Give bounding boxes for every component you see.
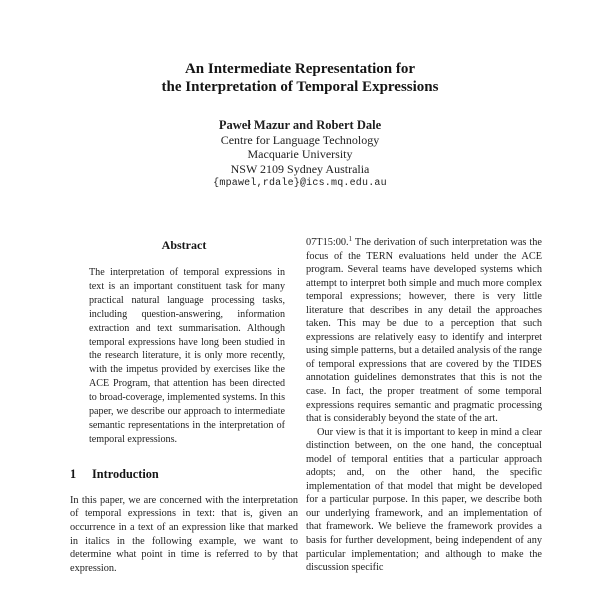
right-column-paragraph-2: Our view is that it is important to keep in mind a clear distinction between, on the one hand, the conceptual model of temporal entities that a particular approach adopts; and, on the other hand, the specific implementation of that model that might be developed for a particular purpose. In this paper, we describe both our underlying framework, and an implementation of that framework. We believe the framework provides a basis for further development, being independent of any particular implementation; and although to make the discussion specific (306, 426, 542, 574)
abstract-text: The interpretation of temporal expressions in text is an important constituent task for many practical natural language processing tasks, including question-answering, information extraction and text summarisation. Although temporal expressions have long been studied in the research literature, it is only more recently, with the impetus provided by exercises like the ACE Program, that attention has been directed to broad-coverage, implemented systems. In this paper, we describe our approach to intermediate semantic representations in the interpretation of temporal expressions. (89, 267, 285, 445)
section-heading-introduction (70, 467, 298, 482)
paper-title-line1: An Intermediate Representation for (184, 61, 416, 77)
author-names: Paweł Mazur and Robert Dale (218, 118, 382, 132)
footnote-marker: 1 (348, 236, 353, 243)
left-column (70, 238, 298, 575)
author-affiliation-line3: NSW 2109 Sydney Australia (230, 161, 370, 176)
timestamp-fragment: 07T15:00. (306, 237, 349, 248)
paragraph-1-text: The derivation of such interpretation was the focus of the TERN evaluations held under the ACE program. Several teams have developed systems which attempt to interpret both simple and much more complex temporal expressions; however, there is very little literature that describes in any detail the approaches taken. This may be due to a perception that such expressions are relatively easy to identify and interpret using simple patterns, but a detailed analysis of the range of temporal expressions that are covered by the TIDES annotation guidelines demonstrates that this is not the case. In fact, the proper treatment of some temporal expressions requires semantic and pragmatic processing that is considerably beyond the state of the art. (306, 237, 542, 425)
section-title: Introduction (92, 466, 159, 481)
right-column-paragraph-1 (306, 236, 542, 426)
author-email: {mpawel,rdale}@ics.mq.edu.au (213, 177, 387, 189)
introduction-paragraph: In this paper, we are concerned with the interpretation of temporal expressions in text: that is, given an occurrence in a text of an expression like that marked in italics in the following example, we want to determine what point in time is referred to by that expression. (70, 494, 298, 574)
author-affiliation-line1: Centre for Language Technology (220, 133, 380, 148)
section-number: 1 (70, 466, 77, 481)
paper-title-line2: the Interpretation of Temporal Expressions (161, 79, 439, 95)
right-column (306, 236, 542, 600)
abstract-heading: Abstract (161, 238, 207, 252)
author-block (0, 118, 600, 191)
paper-title (0, 60, 600, 96)
author-affiliation-line2: Macquarie University (247, 147, 353, 162)
